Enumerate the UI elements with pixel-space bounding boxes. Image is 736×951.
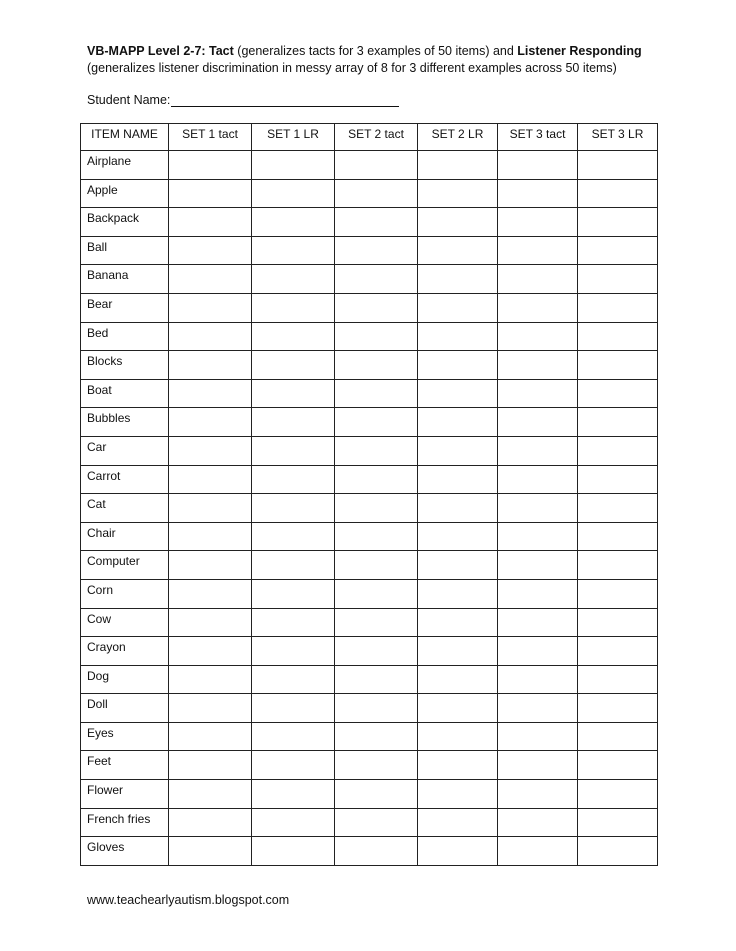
data-entry-cell[interactable]	[578, 408, 658, 437]
worksheet-header	[87, 43, 687, 77]
data-entry-cell[interactable]	[418, 837, 498, 866]
data-entry-cell[interactable]	[418, 208, 498, 237]
item-name-cell: Airplane	[81, 151, 169, 180]
data-entry-cell[interactable]	[418, 494, 498, 523]
data-entry-cell[interactable]	[418, 722, 498, 751]
data-entry-cell[interactable]	[498, 179, 578, 208]
data-entry-cell[interactable]	[169, 579, 252, 608]
data-entry-cell[interactable]	[578, 379, 658, 408]
data-entry-cell[interactable]	[335, 579, 418, 608]
table-row	[81, 322, 658, 351]
data-entry-cell[interactable]	[498, 151, 578, 180]
item-name-cell: Doll	[81, 694, 169, 723]
subtitle: (generalizes listener discrimination in messy array of 8 for 3 different examples across 50 items)	[87, 61, 617, 75]
data-entry-cell[interactable]	[335, 436, 418, 465]
data-entry-cell[interactable]	[252, 637, 335, 666]
data-entry-cell[interactable]	[335, 608, 418, 637]
data-entry-cell[interactable]	[335, 637, 418, 666]
item-name-cell: Car	[81, 436, 169, 465]
data-entry-cell[interactable]	[252, 694, 335, 723]
data-entry-cell[interactable]	[578, 608, 658, 637]
item-name-cell: French fries	[81, 808, 169, 837]
table-row	[81, 436, 658, 465]
title-rest: (generalizes tacts for 3 examples of 50 items) and	[233, 44, 518, 58]
item-name-cell: Bubbles	[81, 408, 169, 437]
item-name-cell: Cat	[81, 494, 169, 523]
data-entry-cell[interactable]	[418, 351, 498, 380]
table-row	[81, 694, 658, 723]
data-entry-cell[interactable]	[252, 408, 335, 437]
data-entry-cell[interactable]	[169, 293, 252, 322]
data-entry-cell[interactable]	[418, 179, 498, 208]
data-entry-cell[interactable]	[498, 522, 578, 551]
table-row	[81, 637, 658, 666]
item-name-cell: Crayon	[81, 637, 169, 666]
item-name-cell: Flower	[81, 780, 169, 809]
data-table	[80, 123, 658, 866]
table-row	[81, 408, 658, 437]
data-entry-cell[interactable]	[498, 265, 578, 294]
data-entry-cell[interactable]	[578, 494, 658, 523]
column-header: SET 1 LR	[252, 124, 335, 151]
data-entry-cell[interactable]	[418, 780, 498, 809]
data-entry-cell[interactable]	[578, 351, 658, 380]
data-entry-cell[interactable]	[418, 522, 498, 551]
data-entry-cell[interactable]	[418, 151, 498, 180]
table-row	[81, 151, 658, 180]
data-entry-cell[interactable]	[252, 265, 335, 294]
data-entry-cell[interactable]	[498, 379, 578, 408]
data-entry-cell[interactable]	[418, 579, 498, 608]
student-name-line[interactable]	[171, 93, 399, 107]
data-entry-cell[interactable]	[578, 579, 658, 608]
data-entry-cell[interactable]	[169, 751, 252, 780]
data-entry-cell[interactable]	[418, 236, 498, 265]
table-row	[81, 551, 658, 580]
item-name-cell: Corn	[81, 579, 169, 608]
table-row	[81, 579, 658, 608]
data-entry-cell[interactable]	[169, 151, 252, 180]
data-entry-cell[interactable]	[335, 551, 418, 580]
data-entry-cell[interactable]	[335, 293, 418, 322]
data-entry-cell[interactable]	[169, 780, 252, 809]
column-header: SET 2 tact	[335, 124, 418, 151]
data-entry-cell[interactable]	[252, 751, 335, 780]
data-entry-cell[interactable]	[252, 608, 335, 637]
table-row	[81, 179, 658, 208]
data-entry-cell[interactable]	[252, 379, 335, 408]
data-entry-cell[interactable]	[578, 837, 658, 866]
data-entry-cell[interactable]	[418, 608, 498, 637]
data-entry-cell[interactable]	[252, 436, 335, 465]
item-name-cell: Gloves	[81, 837, 169, 866]
table-row	[81, 494, 658, 523]
table-row	[81, 808, 658, 837]
item-name-cell: Cow	[81, 608, 169, 637]
data-entry-cell[interactable]	[418, 408, 498, 437]
data-entry-cell[interactable]	[169, 608, 252, 637]
data-entry-cell[interactable]	[498, 351, 578, 380]
data-entry-cell[interactable]	[498, 808, 578, 837]
data-entry-cell[interactable]	[252, 780, 335, 809]
data-entry-cell[interactable]	[335, 522, 418, 551]
data-entry-cell[interactable]	[418, 265, 498, 294]
data-entry-cell[interactable]	[335, 722, 418, 751]
data-entry-cell[interactable]	[498, 665, 578, 694]
table-row	[81, 265, 658, 294]
table-row	[81, 236, 658, 265]
data-entry-cell[interactable]	[169, 551, 252, 580]
data-entry-cell[interactable]	[498, 608, 578, 637]
item-name-cell: Apple	[81, 179, 169, 208]
data-entry-cell[interactable]	[418, 808, 498, 837]
data-entry-cell[interactable]	[498, 408, 578, 437]
data-entry-cell[interactable]	[169, 379, 252, 408]
data-entry-cell[interactable]	[335, 694, 418, 723]
student-name-label: Student Name:	[87, 93, 171, 107]
data-entry-cell[interactable]	[498, 208, 578, 237]
data-entry-cell[interactable]	[578, 465, 658, 494]
data-entry-cell[interactable]	[169, 522, 252, 551]
data-entry-cell[interactable]	[169, 322, 252, 351]
data-entry-cell[interactable]	[169, 665, 252, 694]
data-entry-cell[interactable]	[335, 665, 418, 694]
data-entry-cell[interactable]	[252, 522, 335, 551]
data-entry-cell[interactable]	[498, 551, 578, 580]
data-entry-cell[interactable]	[335, 494, 418, 523]
data-entry-cell[interactable]	[578, 436, 658, 465]
data-entry-cell[interactable]	[335, 351, 418, 380]
data-entry-cell[interactable]	[252, 236, 335, 265]
data-entry-cell[interactable]	[578, 522, 658, 551]
data-entry-cell[interactable]	[498, 465, 578, 494]
data-entry-cell[interactable]	[578, 551, 658, 580]
data-entry-cell[interactable]	[498, 837, 578, 866]
item-name-cell: Banana	[81, 265, 169, 294]
data-entry-cell[interactable]	[335, 208, 418, 237]
data-entry-cell[interactable]	[418, 637, 498, 666]
data-entry-cell[interactable]	[578, 808, 658, 837]
data-entry-cell[interactable]	[169, 236, 252, 265]
data-entry-cell[interactable]	[335, 808, 418, 837]
table-row	[81, 293, 658, 322]
data-entry-cell[interactable]	[335, 379, 418, 408]
item-name-cell: Dog	[81, 665, 169, 694]
data-entry-cell[interactable]	[498, 637, 578, 666]
table-row	[81, 379, 658, 408]
data-entry-cell[interactable]	[498, 780, 578, 809]
data-entry-cell[interactable]	[169, 808, 252, 837]
table-row	[81, 837, 658, 866]
data-entry-cell[interactable]	[498, 751, 578, 780]
data-entry-cell[interactable]	[252, 579, 335, 608]
table-body	[81, 151, 658, 866]
data-entry-cell[interactable]	[498, 579, 578, 608]
data-entry-cell[interactable]	[169, 265, 252, 294]
title-bold-listener: Listener Responding	[517, 44, 642, 58]
table-row	[81, 465, 658, 494]
data-entry-cell[interactable]	[578, 179, 658, 208]
data-entry-cell[interactable]	[252, 151, 335, 180]
table-row	[81, 780, 658, 809]
data-entry-cell[interactable]	[169, 722, 252, 751]
data-entry-cell[interactable]	[169, 179, 252, 208]
data-entry-cell[interactable]	[169, 351, 252, 380]
data-entry-cell[interactable]	[252, 494, 335, 523]
item-name-cell: Ball	[81, 236, 169, 265]
item-name-cell: Carrot	[81, 465, 169, 494]
data-entry-cell[interactable]	[578, 151, 658, 180]
data-entry-cell[interactable]	[335, 236, 418, 265]
data-entry-cell[interactable]	[418, 665, 498, 694]
column-header: ITEM NAME	[81, 124, 169, 151]
data-entry-cell[interactable]	[498, 236, 578, 265]
table-row	[81, 522, 658, 551]
table-row	[81, 722, 658, 751]
data-entry-cell[interactable]	[578, 236, 658, 265]
data-entry-cell[interactable]	[578, 293, 658, 322]
title-bold: VB-MAPP Level 2-7: Tact	[87, 44, 234, 58]
item-name-cell: Feet	[81, 751, 169, 780]
data-entry-cell[interactable]	[578, 751, 658, 780]
data-entry-cell[interactable]	[252, 465, 335, 494]
data-entry-cell[interactable]	[418, 465, 498, 494]
data-entry-cell[interactable]	[169, 837, 252, 866]
column-header: SET 3 tact	[498, 124, 578, 151]
data-entry-cell[interactable]	[252, 179, 335, 208]
data-entry-cell[interactable]	[252, 293, 335, 322]
data-entry-cell[interactable]	[498, 436, 578, 465]
data-entry-cell[interactable]	[498, 322, 578, 351]
data-entry-cell[interactable]	[169, 408, 252, 437]
table-row	[81, 208, 658, 237]
data-entry-cell[interactable]	[418, 436, 498, 465]
column-header: SET 2 LR	[418, 124, 498, 151]
data-entry-cell[interactable]	[335, 179, 418, 208]
data-entry-cell[interactable]	[169, 637, 252, 666]
data-entry-cell[interactable]	[418, 551, 498, 580]
table-row	[81, 751, 658, 780]
table-row	[81, 351, 658, 380]
table-row	[81, 665, 658, 694]
data-entry-cell[interactable]	[578, 694, 658, 723]
data-entry-cell[interactable]	[169, 465, 252, 494]
item-name-cell: Backpack	[81, 208, 169, 237]
item-name-cell: Boat	[81, 379, 169, 408]
item-name-cell: Chair	[81, 522, 169, 551]
data-entry-cell[interactable]	[335, 751, 418, 780]
data-entry-cell[interactable]	[252, 722, 335, 751]
data-entry-cell[interactable]	[335, 837, 418, 866]
data-entry-cell[interactable]	[498, 293, 578, 322]
data-entry-cell[interactable]	[578, 637, 658, 666]
column-header: SET 1 tact	[169, 124, 252, 151]
column-header: SET 3 LR	[578, 124, 658, 151]
data-entry-cell[interactable]	[498, 722, 578, 751]
footer-url: www.teachearlyautism.blogspot.com	[87, 893, 290, 907]
data-entry-cell[interactable]	[578, 265, 658, 294]
data-entry-cell[interactable]	[578, 780, 658, 809]
item-name-cell: Computer	[81, 551, 169, 580]
data-entry-cell[interactable]	[252, 837, 335, 866]
data-entry-cell[interactable]	[578, 208, 658, 237]
data-entry-cell[interactable]	[335, 408, 418, 437]
data-entry-cell[interactable]	[252, 808, 335, 837]
data-entry-cell[interactable]	[418, 293, 498, 322]
data-entry-cell[interactable]	[169, 694, 252, 723]
item-name-cell: Bed	[81, 322, 169, 351]
data-entry-cell[interactable]	[418, 379, 498, 408]
data-entry-cell[interactable]	[252, 208, 335, 237]
data-entry-cell[interactable]	[252, 322, 335, 351]
data-entry-cell[interactable]	[578, 722, 658, 751]
data-entry-cell[interactable]	[252, 551, 335, 580]
data-entry-cell[interactable]	[418, 694, 498, 723]
table-header-row	[81, 124, 658, 151]
item-name-cell: Blocks	[81, 351, 169, 380]
student-name-field	[87, 93, 399, 107]
data-entry-cell[interactable]	[578, 322, 658, 351]
data-entry-cell[interactable]	[578, 665, 658, 694]
data-entry-cell[interactable]	[169, 494, 252, 523]
item-name-cell: Bear	[81, 293, 169, 322]
data-entry-cell[interactable]	[418, 751, 498, 780]
data-entry-cell[interactable]	[252, 351, 335, 380]
data-entry-cell[interactable]	[335, 151, 418, 180]
data-entry-cell[interactable]	[498, 694, 578, 723]
data-entry-cell[interactable]	[418, 322, 498, 351]
data-entry-cell[interactable]	[335, 465, 418, 494]
table-row	[81, 608, 658, 637]
data-entry-cell[interactable]	[169, 208, 252, 237]
data-entry-cell[interactable]	[335, 780, 418, 809]
data-entry-cell[interactable]	[335, 265, 418, 294]
data-entry-cell[interactable]	[169, 436, 252, 465]
data-entry-cell[interactable]	[252, 665, 335, 694]
data-entry-cell[interactable]	[335, 322, 418, 351]
item-name-cell: Eyes	[81, 722, 169, 751]
data-entry-cell[interactable]	[498, 494, 578, 523]
